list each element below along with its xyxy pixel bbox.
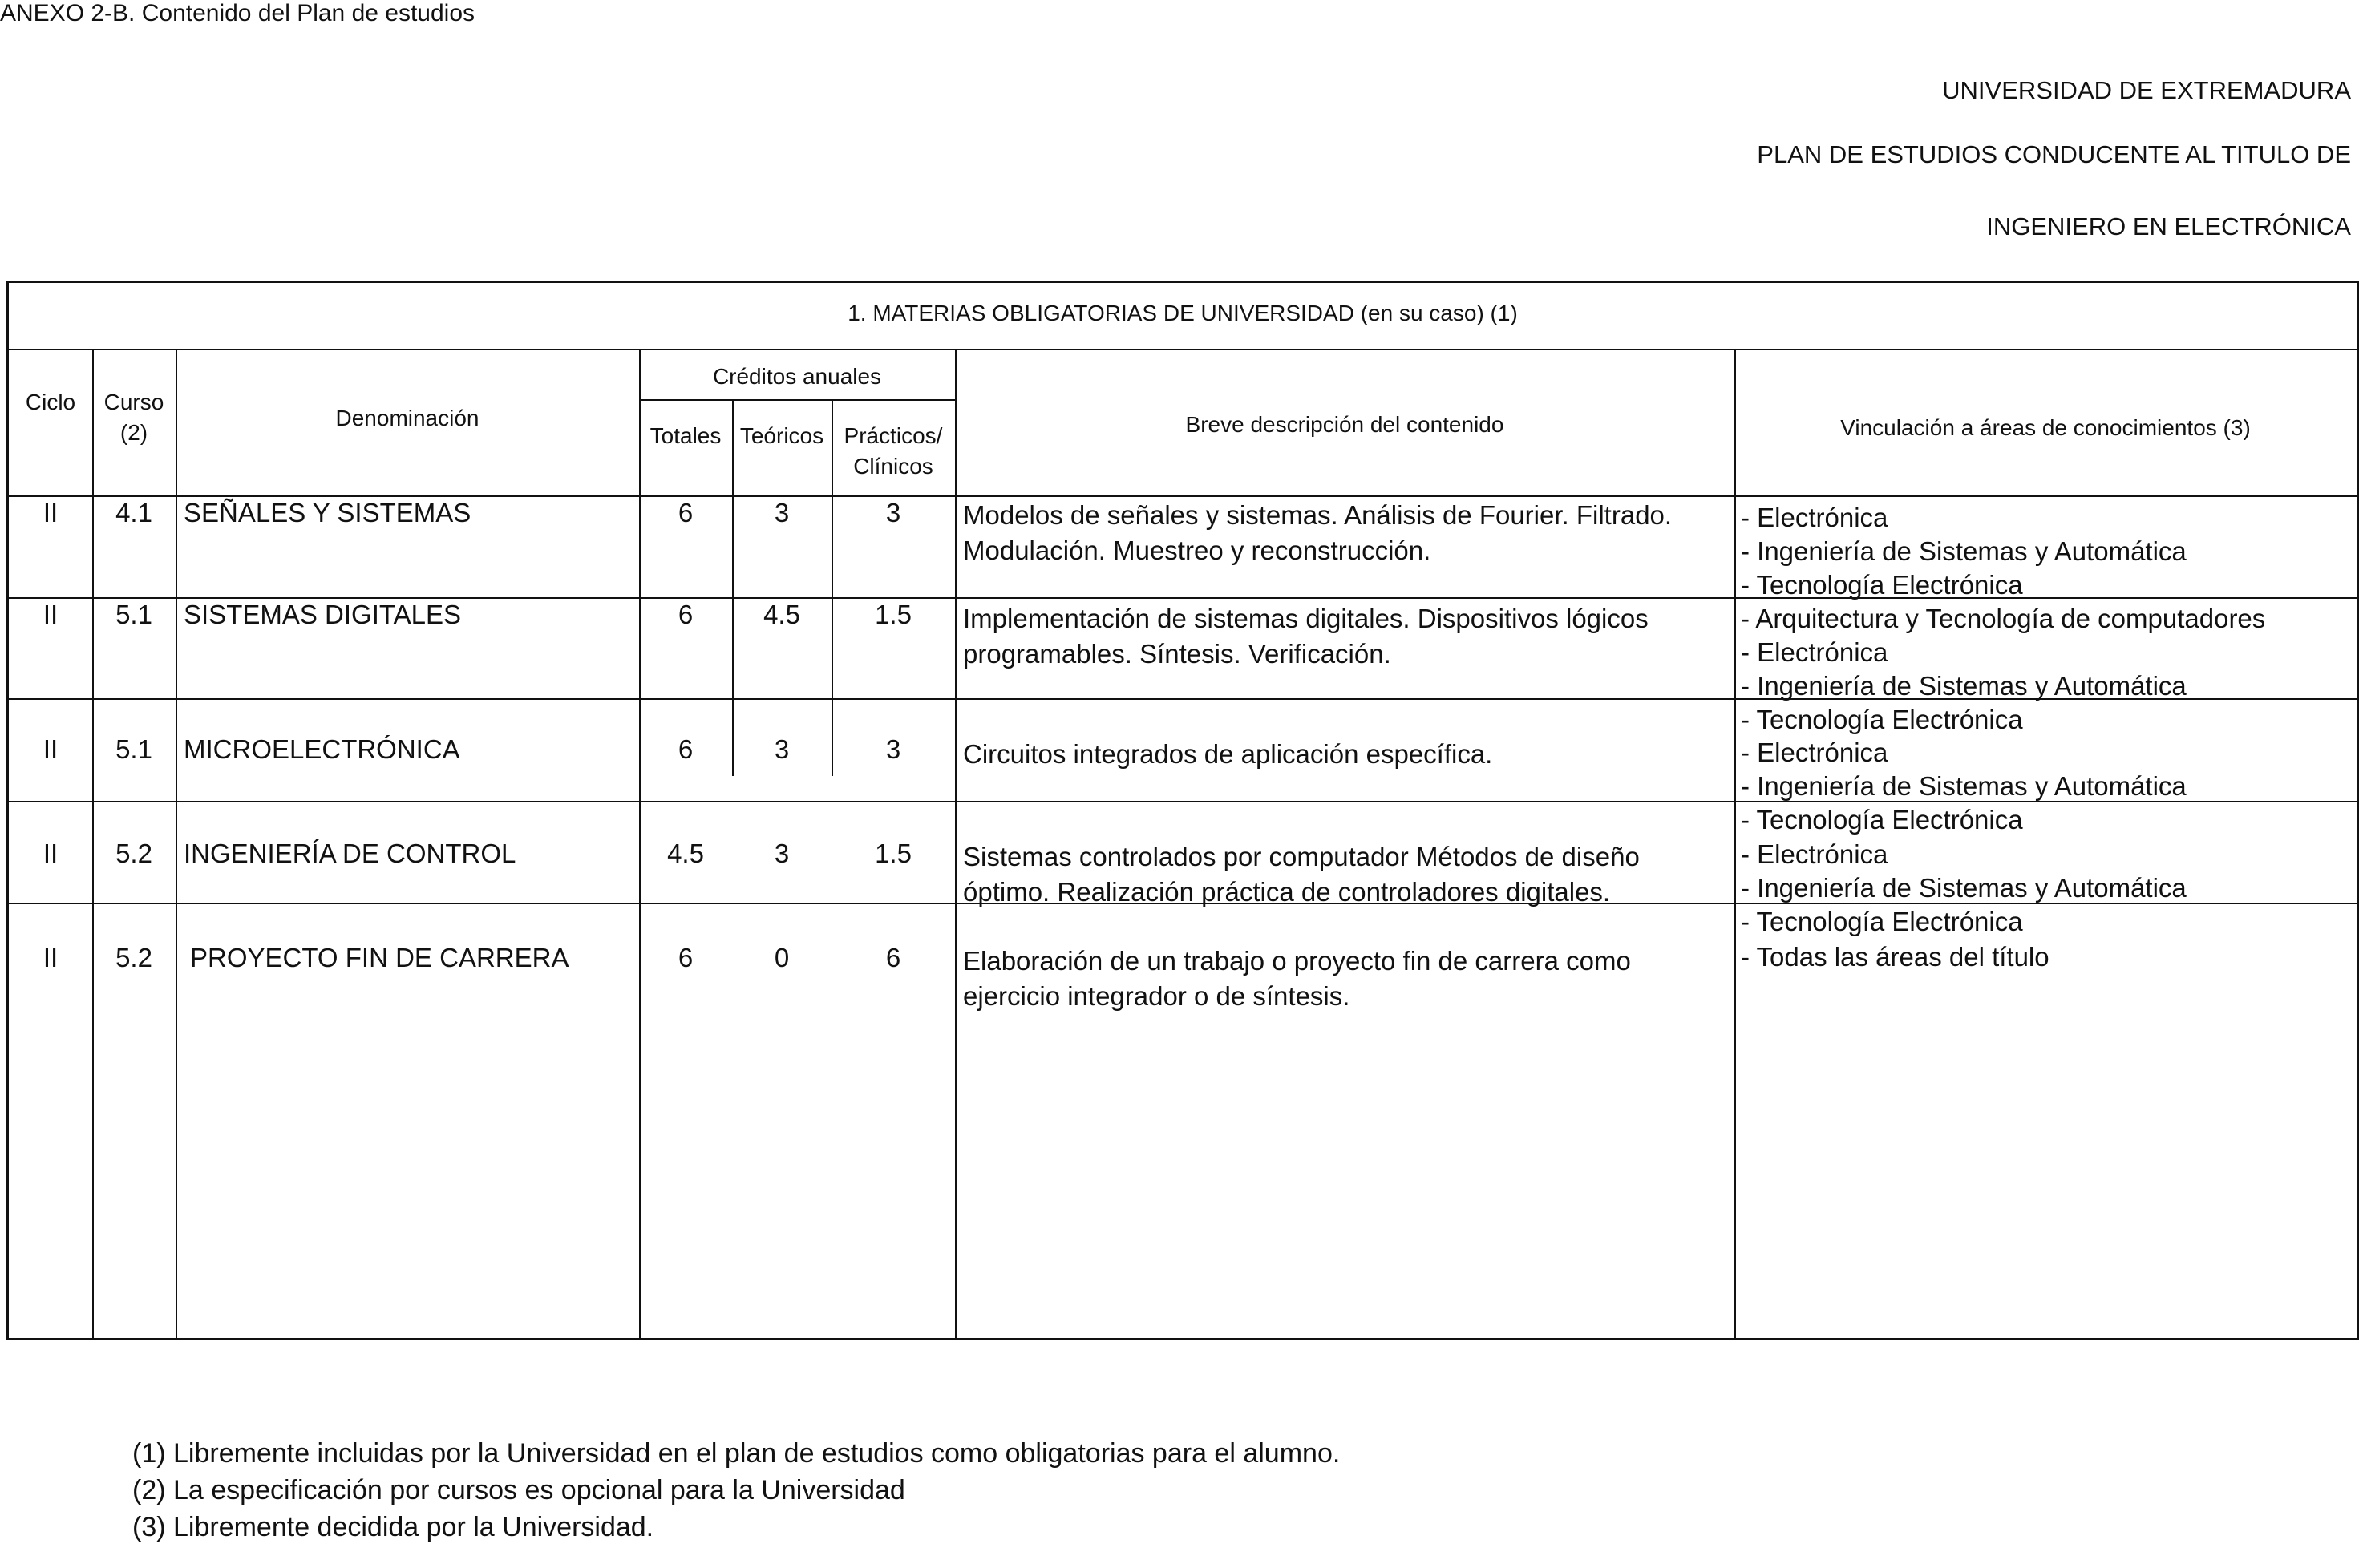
cell-descripcion [963,737,1725,772]
footnote: (1) Libremente incluidas por la Universidad en el plan de estudios como obligatorias para el alumno. [132,1438,1341,1469]
cell-denominacion: PROYECTO FIN DE CARRERA [190,943,569,972]
header-vinculacion: Vinculación a áreas de conocimientos (3) [1840,415,2251,440]
cell-denominacion: MICROELECTRÓNICA [184,734,460,764]
cell-ciclo: II [42,943,59,972]
cell-practicos: 1.5 [875,600,912,629]
header-ciclo: Ciclo [25,390,76,414]
description-line: Sistemas controlados por computador Métodos de diseño [963,842,1640,871]
plan-title: PLAN DE ESTUDIOS CONDUCENTE AL TITULO DE [1757,140,2351,168]
university-name: UNIVERSIDAD DE EXTREMADURA [1942,76,2351,104]
cell-curso: 5.2 [115,839,152,868]
description-line: Circuitos integrados de aplicación específica. [963,739,1493,769]
cell-teoricos: 3 [774,734,790,764]
header-descripcion: Breve descripción del contenido [1185,412,1504,437]
cell-curso: 5.1 [115,600,152,629]
cell-practicos: 6 [885,943,901,972]
table-rule [176,349,177,1338]
header-clinicos: Clínicos [853,454,933,479]
cell-areas [1741,602,2265,737]
cell-curso: 4.1 [115,498,152,527]
table-rule [732,399,734,776]
cell-ciclo: II [42,839,59,868]
cell-descripcion [963,601,1725,672]
table-rule [1734,349,1736,1338]
area-line: - Tecnología Electrónica [1741,907,2023,936]
description-line: ejercicio integrador o de síntesis. [963,981,1350,1011]
cell-areas [1741,940,2049,974]
cell-descripcion [963,498,1725,568]
cell-denominacion: SISTEMAS DIGITALES [184,600,461,629]
area-line: - Ingeniería de Sistemas y Automática [1741,671,2187,701]
description-line: óptimo. Realización práctica de controladores digitales. [963,877,1611,907]
cell-totales: 6 [678,734,694,764]
header-teoricos: Teóricos [739,423,824,448]
cell-totales: 6 [678,600,694,629]
cell-curso: 5.1 [115,734,152,764]
area-line: - Ingeniería de Sistemas y Automática [1741,536,2187,566]
header-practicos: Prácticos/ [844,423,943,448]
cell-ciclo: II [42,498,59,527]
cell-practicos: 3 [885,498,901,527]
header-creditos: Créditos anuales [712,364,882,389]
description-line: Modulación. Muestreo y reconstrucción. [963,535,1431,565]
cell-descripcion [963,944,1725,1014]
area-line: - Tecnología Electrónica [1741,705,2023,734]
footnotes [132,1435,1340,1546]
annex-label: ANEXO 2-B. Contenido del Plan de estudios [0,0,475,26]
area-line: - Ingeniería de Sistemas y Automática [1741,771,2187,801]
description-line: Elaboración de un trabajo o proyecto fin de carrera como [963,946,1631,976]
cell-ciclo: II [42,734,59,764]
area-line: - Todas las áreas del título [1741,942,2049,972]
area-line: - Arquitectura y Tecnología de computadores [1741,604,2266,633]
area-line: - Tecnología Electrónica [1741,805,2023,835]
footnote: (2) La especificación por cursos es opcional para la Universidad [132,1475,905,1505]
area-line: - Ingeniería de Sistemas y Automática [1741,873,2187,903]
area-line: - Electrónica [1741,637,1888,667]
cell-areas [1741,501,2187,602]
table-rule [9,349,2357,350]
degree-title: INGENIERO EN ELECTRÓNICA [1986,212,2351,240]
table-title: 1. MATERIAS OBLIGATORIAS DE UNIVERSIDAD (en su caso) (1) [848,301,1518,325]
cell-denominacion: INGENIERÍA DE CONTROL [184,839,516,868]
cell-areas [1741,838,2187,939]
header-curso: Curso [103,390,164,414]
cell-totales: 6 [678,498,694,527]
area-line: - Electrónica [1741,503,1888,532]
cell-areas [1741,736,2187,837]
header-curso-note: (2) [119,420,148,445]
cell-totales: 4.5 [667,839,704,868]
area-line: - Electrónica [1741,738,1888,767]
table-rule [639,399,955,401]
description-line: Implementación de sistemas digitales. Dispositivos lógicos [963,604,1649,633]
cell-teoricos: 0 [774,943,790,972]
table-rule [955,349,957,1338]
subjects-table [6,281,2359,1340]
footnote: (3) Libremente decidida por la Universidad. [132,1512,654,1542]
cell-descripcion [963,839,1725,910]
area-line: - Electrónica [1741,839,1888,869]
area-line: - Tecnología Electrónica [1741,570,2023,600]
cell-teoricos: 4.5 [763,600,800,629]
header-denominacion: Denominación [335,406,479,430]
description-line: Modelos de señales y sistemas. Análisis de Fourier. Filtrado. [963,500,1673,530]
cell-teoricos: 3 [774,498,790,527]
cell-denominacion: SEÑALES Y SISTEMAS [184,498,471,527]
description-line: programables. Síntesis. Verificación. [963,639,1391,669]
header-totales: Totales [649,423,722,448]
cell-practicos: 3 [885,734,901,764]
cell-practicos: 1.5 [875,839,912,868]
cell-totales: 6 [678,943,694,972]
cell-teoricos: 3 [774,839,790,868]
cell-ciclo: II [42,600,59,629]
cell-curso: 5.2 [115,943,152,972]
